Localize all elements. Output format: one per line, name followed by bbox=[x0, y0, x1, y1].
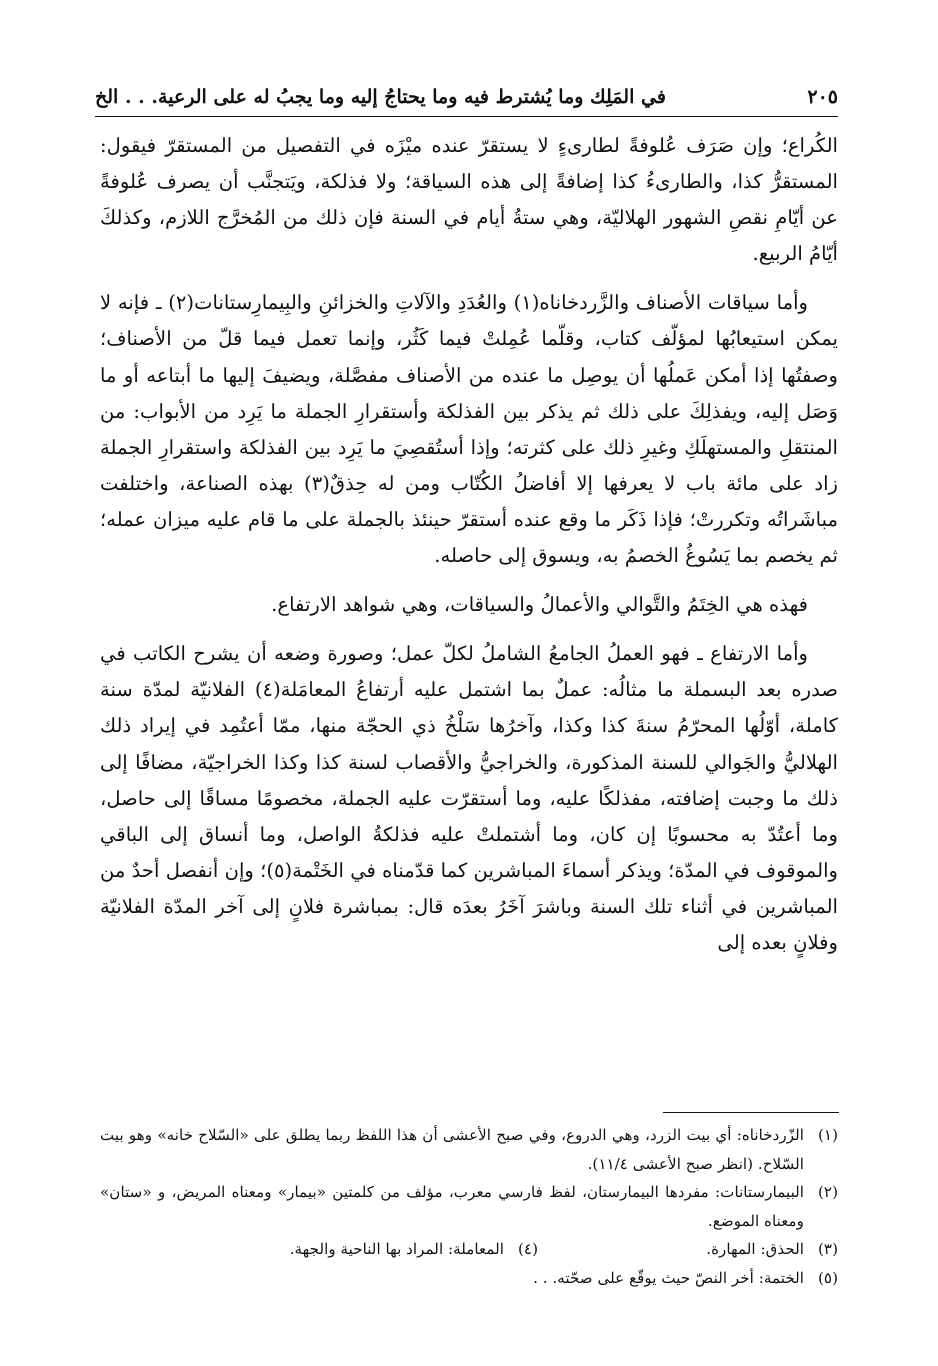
header-rule bbox=[95, 116, 838, 117]
footnote-4 bbox=[290, 1235, 538, 1264]
page-number: ٢٠٥ bbox=[807, 86, 838, 108]
running-head-title: في المَلِك وما يُشترط فيه وما يحتاجُ إليه وما يجبُ له على الرعية. . . الخ bbox=[95, 86, 666, 108]
footnote-text: الزّردخاناه: أي بيت الزرد، وهي الدروع، وفي صبح الأعشى أن هذا اللفظ ربما يطلق على «السّلاح خانه» وهو بيت السّلاح. (انظر صبح الأعشى ١١/٤). bbox=[100, 1126, 804, 1173]
footnote-text: الحذق: المهارة. bbox=[706, 1240, 804, 1259]
footnote-number: (٤) bbox=[517, 1240, 538, 1259]
footnote-3 bbox=[538, 1235, 838, 1264]
footnote-rule bbox=[663, 1112, 839, 1113]
main-text bbox=[100, 128, 838, 974]
footnote-number: (٣) bbox=[817, 1240, 838, 1259]
running-header bbox=[95, 80, 838, 114]
footnotes-3-4 bbox=[100, 1235, 838, 1264]
footnote-number: (٢) bbox=[817, 1183, 838, 1202]
footnotes bbox=[100, 1121, 838, 1293]
footnote-text: البيمارستانات: مفردها البيمارستان، لفظ فارسي معرب، مؤلف من كلمتين «بيمار» ومعناه المريض، و «ستان» ومعناه الموضع. bbox=[100, 1183, 804, 1230]
footnote-text: الختمة: أخر النصّ حيث يوقّع على صحّته. . . bbox=[533, 1268, 804, 1287]
footnote-number: (٥) bbox=[817, 1268, 838, 1287]
paragraph-1: الكُراع؛ وإن صَرَف عُلوفةً لطارىءٍ لا يستقرّ عنده ميْزَه في التفصيل من المستقرّ فيقول: المستقرُّ كذا، والطارىءُ كذا إضافةً إلى هذه السياقة؛ ولا فذلكة، ويَتجنَّب أن يصرف عُلوفةً عن أيّامِ نقصِ الشهور الهلاليّة، وهي ستةُ أيام في السنة فإن ذلك من المُخرَّج اللازم، وكذلكَ أيّامُ الربيع. bbox=[100, 134, 838, 266]
paragraph-3: فهذه هي الخِتَمُ والتَّوالي والأعمالُ والسياقات، وهي شواهد الارتفاع. bbox=[271, 593, 808, 617]
paragraph-4: وأما الارتفاع ـ فهو العملُ الجامعُ الشاملُ لكلّ عمل؛ وصورة وضعه أن يشرح الكاتب في صدره بعد البسملة ما مثالُه: عملٌ بما اشتمل عليه أرتفاعُ المعامَلة(٤) الفلانيّة لمدّة سنة كاملة، أوّلُها المحرّمُ سنةَ كذا وكذا، وآخرُها سَلْخُ ذي الحجّة منها، ممّا أعتُمِد في إيراد ذلك الهلاليُّ والجَوالي للسنة المذكورة، والخراجيُّ والأقصاب لسنة كذا وكذا الخراجيّة، مضافًا إلى ذلك ما وجبت إضافته، مفذلكًا عليه، وما أستقرّت عليه الجملة، مخصومًا مساقًا إلى حاصل، وما أعتُدّ به محسوبًا إن كان، وما أشتملتْ عليه فذلكةُ الواصل، وما أنساق إلى الباقي والموقوف في المدّة؛ ويذكر أسماءَ المباشرين كما قدّمناه في الخَتْمة(٥)؛ وإن أنفصل أحدٌ من المباشرين في أثناء تلك السنة وباشرَ آخَرُ بعدَه قال: بمباشرة فلانٍ إلى آخر المدّة الفلانيّة وفلانٍ بعده إلى bbox=[100, 642, 838, 954]
footnote-text: المعاملة: المراد بها الناحية والجهة. bbox=[289, 1240, 504, 1259]
paragraph-2: وأما سياقات الأصناف والزَّردخاناه(١) والعُدَدِ والآلاتِ والخزائنِ والبِيمارِستانات(٢) ـ فإنه لا يمكن استيعابُها لمؤلّف كتاب، وقلّما عُمِلتْ فيما كَثُر، وإنما تعمل فيما قلّ من الأصناف؛ وصفتُها إذا أمكن عَملُها أن يوصِل ما عنده من الأصناف مفصَّلة، ويضيفَ إليها ما أبتاعه أو ما وَصَل إليه، ويفذلِكَ على ذلك ثم يذكر بين الفذلكة وأستقرارِ الجملة ما يَرِد من الأبواب: من المنتقلِ والمستهلَكِ وغيرِ ذلك على كثرته؛ وإذا أستُقصِيَ ما يَرِد بين الفذلكة واستقرارِ الجملة زاد على مائة باب لا يعرفها إلا أفاضلُ الكُتّاب ومن له حِذقٌ(٣) بهذه الصناعة، واختلفت مباشَراتُه وتكررتْ؛ فإذا ذَكَر ما وقع عنده أستقرّ حينئذ بالجملة على ما قام عليه ميزان عمله؛ ثم يخصم بما يَسُوغُ الخصمُ به، ويسوق إلى حاصله. bbox=[100, 291, 838, 568]
footnote-number: (١) bbox=[817, 1126, 838, 1144]
footnote-5 bbox=[100, 1264, 838, 1293]
footnote-2 bbox=[100, 1178, 838, 1235]
footnote-1 bbox=[100, 1121, 838, 1178]
